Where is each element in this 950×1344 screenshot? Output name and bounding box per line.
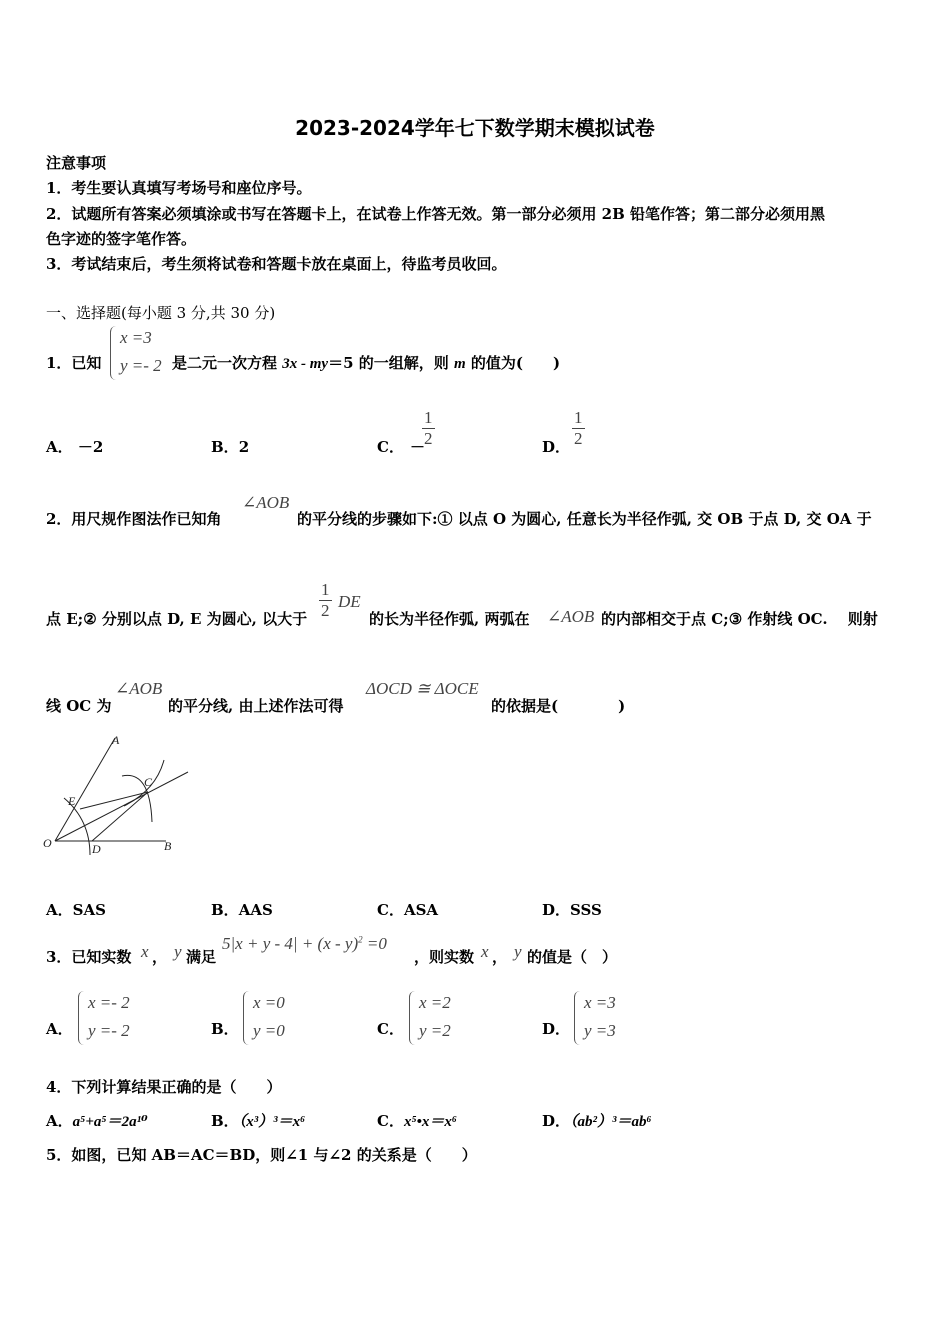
option-a[interactable]: [46, 1110, 148, 1131]
notice-heading: 注意事项: [46, 154, 107, 172]
numerator: 1: [321, 580, 330, 599]
label-a: A: [112, 733, 120, 747]
option-value: SAS: [72, 901, 106, 919]
option-value: ASA: [403, 901, 439, 919]
label-d: D: [92, 842, 101, 856]
option-label: B．: [211, 901, 239, 919]
option-d-system: [574, 989, 616, 1045]
label-e: E: [68, 794, 76, 808]
q4-stem: 4．下列计算结果正确的是（ ）: [46, 1078, 282, 1096]
q3-x: x: [141, 942, 149, 961]
option-a[interactable]: [46, 899, 106, 920]
option-a[interactable]: [46, 436, 103, 457]
label-c: C: [144, 775, 153, 789]
option-label: A．: [46, 438, 73, 456]
option-value: （ab²）³＝ab⁶: [570, 1114, 652, 1130]
q2-line2-a: 点 E;② 分别以点 D, E 为圆心, 以大于: [46, 610, 308, 628]
sys-row: x =3: [584, 993, 616, 1012]
notice-item: 1．考生要认真填写考场号和座位序号。: [46, 179, 312, 197]
q2-line3-c: 的依据是( ): [491, 697, 626, 715]
option-value: a⁵+a⁵＝2a¹⁰: [72, 1114, 148, 1130]
option-label: A．: [46, 1112, 73, 1130]
page-title: 2023-2024学年七下数学期末模拟试卷: [295, 116, 655, 140]
sys-row: x =- 2: [88, 993, 130, 1012]
q1-text: 的值为( ): [465, 354, 561, 372]
q1-system: [110, 324, 162, 380]
notice-item: 色字迹的签字笔作答。: [46, 230, 197, 248]
option-value: 2: [238, 438, 250, 456]
q2-angle3: ∠AOB: [115, 679, 163, 698]
brace: [110, 326, 117, 380]
option-b-system: [243, 989, 285, 1045]
denominator: 2: [574, 429, 583, 448]
angle-bisector-figure: [40, 730, 200, 860]
q2-line3-b: 的平分线, 由上述作法可得: [168, 697, 344, 715]
option-label: B．: [211, 438, 239, 456]
option-label: D．: [542, 1112, 571, 1130]
option-a-system: [78, 989, 130, 1045]
option-d-label[interactable]: D．: [542, 1020, 571, 1038]
q2-line2-c: 的内部相交于点 C;③ 作射线 OC. 则射: [601, 610, 878, 628]
option-c-label[interactable]: C．: [377, 1020, 404, 1038]
q2-line3-a: 线 OC 为: [46, 697, 112, 715]
q2-line1-b: 的平分线的步骤如下:① 以点 O 为圆心, 任意长为半径作弧, 交 OB 于点 D, 交 OA 于: [297, 510, 872, 528]
option-b[interactable]: [211, 1110, 305, 1131]
sys-row: x =3: [120, 328, 152, 347]
q2-line1-a: 2．用尺规作图法作已知角: [46, 510, 222, 528]
q1-text: ＝5 的一组解，则: [328, 354, 454, 372]
q3-y: y: [174, 942, 182, 961]
sys-row: y =0: [253, 1021, 285, 1040]
q3-y2: y: [514, 942, 522, 961]
option-c-sign: －: [410, 438, 426, 456]
q1-stem: [172, 352, 560, 373]
brace: [78, 991, 85, 1045]
q2-half: [319, 580, 332, 621]
sys-row: y =- 2: [88, 1021, 130, 1040]
option-c[interactable]: [377, 899, 438, 920]
q3-c: ，则实数: [414, 948, 475, 966]
q3-d: 的值是（ ）: [527, 948, 618, 966]
q2-angle2: ∠AOB: [547, 607, 595, 626]
option-value: （x³）³＝x⁶: [238, 1114, 306, 1130]
option-label: A．: [46, 901, 73, 919]
option-label: B．: [211, 1112, 239, 1130]
option-value: x⁵•x＝x⁶: [403, 1114, 458, 1130]
option-label: D．: [542, 438, 571, 456]
denominator: 2: [424, 429, 433, 448]
q2-congruence: ΔOCD ≅ ΔOCE: [366, 679, 479, 698]
option-b-label[interactable]: B．: [211, 1020, 239, 1038]
notice-item: 3．考试结束后，考生须将试卷和答题卡放在桌面上，待监考员收回。: [46, 255, 507, 273]
option-b[interactable]: [211, 436, 249, 457]
q2-line2-b: 的长为半径作弧, 两弧在: [369, 610, 530, 628]
brace: [243, 991, 250, 1045]
q1-var: m: [453, 356, 466, 372]
option-c[interactable]: [377, 1110, 457, 1131]
q2-de: DE: [338, 592, 361, 611]
option-b[interactable]: [211, 899, 273, 920]
q1-equation: 3x - my: [282, 356, 329, 372]
option-c[interactable]: [377, 436, 404, 457]
brace: [409, 991, 416, 1045]
q3-eq0: =0: [362, 934, 387, 953]
q3-b: 满足: [186, 948, 217, 966]
label-o: O: [43, 836, 52, 850]
q3-x2: x: [481, 942, 489, 961]
numerator: 1: [424, 408, 433, 427]
option-value: AAS: [238, 901, 273, 919]
q2-angle: ∠AOB: [242, 493, 290, 512]
q3-a: 3．已知实数: [46, 948, 132, 966]
option-a-label[interactable]: A．: [46, 1020, 73, 1038]
denominator: 2: [321, 601, 330, 620]
option-d[interactable]: [542, 436, 570, 457]
q1-prefix: 1．已知: [46, 354, 102, 372]
option-d-fraction: [572, 408, 585, 449]
option-value: SSS: [570, 901, 602, 919]
sys-row: y =2: [419, 1021, 451, 1040]
option-c-system: [409, 989, 451, 1045]
option-label: C．: [377, 1112, 404, 1130]
notice-item: 2．试题所有答案必须填涂或书写在答题卡上，在试卷上作答无效。第一部分必须用 2B 铅笔作答；第二部分必须用黑: [46, 205, 826, 223]
numerator: 1: [574, 408, 583, 427]
q1-text: 是二元一次方程: [172, 354, 283, 372]
label-b: B: [164, 839, 172, 853]
sys-row: x =2: [419, 993, 451, 1012]
option-label: C．: [377, 438, 404, 456]
sys-row: x =0: [253, 993, 285, 1012]
q3-comma: ，: [152, 948, 168, 966]
option-c-fraction: [422, 408, 435, 449]
q3-expression: [222, 934, 387, 954]
sys-row: y =3: [584, 1021, 616, 1040]
q3-comma2: ，: [492, 948, 508, 966]
sys-row: y =- 2: [120, 356, 162, 375]
q3-exponent: 2: [358, 934, 363, 945]
option-label: C．: [377, 901, 404, 919]
option-d[interactable]: [542, 1110, 652, 1131]
q5-stem: 5．如图，已知 AB＝AC＝BD，则∠1 与∠2 的关系是（ ）: [46, 1146, 477, 1164]
brace: [574, 991, 581, 1045]
section-heading: 一、选择题(每小题 3 分,共 30 分): [46, 304, 276, 322]
option-d[interactable]: [542, 899, 602, 920]
option-value: －2: [77, 438, 104, 456]
q3-expr: 5|x + y - 4| + (x - y): [222, 934, 359, 953]
option-label: D．: [542, 901, 571, 919]
